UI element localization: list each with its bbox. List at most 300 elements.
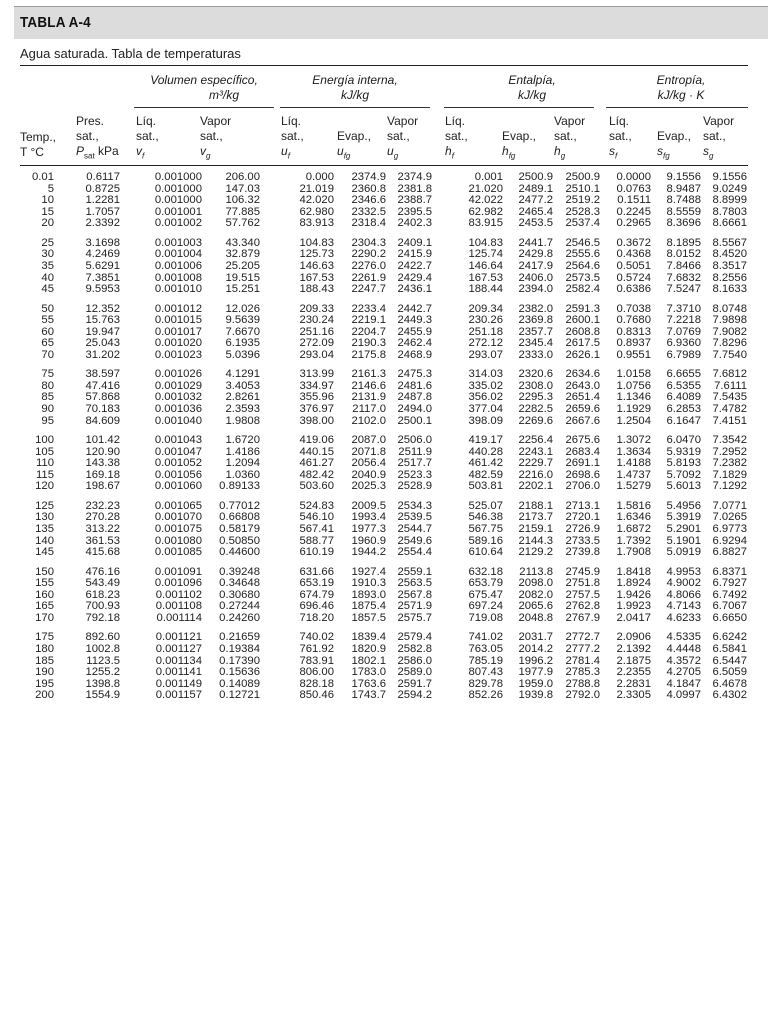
cell-sfg: 6.5355 <box>666 379 701 392</box>
cell-hf: 0.001 <box>474 171 503 183</box>
group-energia-rule <box>280 107 430 108</box>
cell-ufg: 1857.5 <box>351 611 386 624</box>
cell-hf: 741.02 <box>468 631 503 644</box>
cell-ug: 2539.5 <box>397 511 432 524</box>
cell-hfg: 2048.8 <box>518 611 553 624</box>
cell-sg: 8.4520 <box>712 248 747 261</box>
cell-uf: 146.63 <box>299 259 334 272</box>
cell-pres: 1554.9 <box>85 689 120 702</box>
cell-temp: 45 <box>41 283 54 296</box>
cell-ug: 2481.6 <box>397 379 432 392</box>
cell-uf: 588.77 <box>299 534 334 547</box>
cell-sfg: 6.1647 <box>666 414 701 427</box>
cell-sfg: 4.7143 <box>666 600 701 613</box>
cell-ug: 2571.9 <box>397 600 432 613</box>
cell-uf: 567.41 <box>299 523 334 536</box>
cell-sg: 6.7492 <box>712 588 747 601</box>
cell-ufg: 1993.4 <box>351 511 386 524</box>
cell-pres: 9.5953 <box>85 283 120 296</box>
cell-sf: 1.9923 <box>616 600 651 613</box>
cell-ufg: 2009.5 <box>351 499 386 512</box>
cell-pres: 101.42 <box>85 434 120 447</box>
cell-sg: 8.1633 <box>712 283 747 296</box>
group-energia <box>280 73 430 103</box>
cell-hg: 2720.1 <box>565 511 600 524</box>
cell-sg: 7.6812 <box>712 368 747 381</box>
cell-sf: 0.4368 <box>616 248 651 261</box>
cell-pres: 232.23 <box>85 499 120 512</box>
cell-ug: 2579.4 <box>397 631 432 644</box>
group-entropia <box>606 73 748 103</box>
cell-uf: 167.53 <box>299 271 334 284</box>
cell-vf: 0.001056 <box>154 468 202 481</box>
cell-sfg: 4.4448 <box>666 642 701 655</box>
cell-ufg: 2117.0 <box>352 403 386 416</box>
cell-hfg: 2357.7 <box>518 325 553 338</box>
cell-vg: 147.03 <box>225 182 260 195</box>
cell-vg: 0.50850 <box>219 534 260 547</box>
cell-pres: 57.868 <box>85 391 120 404</box>
cell-hg: 2698.6 <box>565 468 600 481</box>
cell-pres: 415.68 <box>85 546 120 559</box>
cell-pres: 4.2469 <box>85 248 120 261</box>
header-pres: Pres. sat., $P_{sat}$ kPa <box>76 114 119 161</box>
cell-temp: 5 <box>47 182 54 195</box>
cell-temp: 95 <box>41 414 54 427</box>
cell-ufg: 1743.7 <box>351 689 386 702</box>
cell-temp: 180 <box>35 642 54 655</box>
cell-pres: 12.352 <box>85 302 120 315</box>
cell-ufg: 2276.0 <box>351 259 386 272</box>
table-row <box>20 547 747 559</box>
data-table <box>20 172 747 702</box>
cell-hfg: 2417.9 <box>518 259 553 272</box>
cell-hfg: 2282.5 <box>518 403 553 416</box>
cell-sfg: 5.8193 <box>666 457 701 470</box>
cell-sfg: 6.2853 <box>666 403 701 416</box>
cell-hg: 2667.6 <box>565 414 600 427</box>
cell-sfg: 4.5335 <box>666 631 701 644</box>
cell-vg: 4.1291 <box>225 368 260 381</box>
cell-vf: 0.001020 <box>154 337 202 350</box>
cell-hfg: 2113.8 <box>519 565 553 578</box>
table-row <box>20 315 747 327</box>
cell-sg: 8.3517 <box>712 259 747 272</box>
cell-ufg: 2175.8 <box>351 348 386 361</box>
cell-sfg: 8.0152 <box>666 248 701 261</box>
cell-vf: 0.001012 <box>154 302 202 315</box>
cell-hfg: 2159.1 <box>518 523 553 536</box>
cell-ug: 2567.8 <box>397 588 432 601</box>
table-row <box>20 613 747 625</box>
cell-ug: 2449.3 <box>397 314 432 327</box>
cell-ug: 2436.1 <box>397 283 432 296</box>
cell-ug: 2468.9 <box>397 348 432 361</box>
cell-vg: 0.77012 <box>219 499 260 512</box>
cell-vf: 0.001029 <box>154 379 202 392</box>
cell-sg: 6.5447 <box>712 654 747 667</box>
cell-sg: 9.1556 <box>712 171 747 183</box>
cell-hfg: 2202.1 <box>518 480 553 493</box>
cell-sg: 7.2952 <box>712 445 747 458</box>
cell-ug: 2402.3 <box>397 217 432 230</box>
cell-temp: 195 <box>35 677 54 690</box>
cell-vg: 77.885 <box>225 205 260 218</box>
cell-pres: 143.38 <box>85 457 120 470</box>
cell-sg: 8.8999 <box>712 194 747 207</box>
cell-sfg: 5.4956 <box>666 499 701 512</box>
cell-hf: 697.24 <box>468 600 503 613</box>
cell-uf: 83.913 <box>299 217 334 230</box>
cell-hf: 503.81 <box>468 480 503 493</box>
cell-sf: 0.8937 <box>616 337 651 350</box>
cell-hf: 293.07 <box>468 348 503 361</box>
cell-vg: 0.30680 <box>219 588 260 601</box>
cell-hf: 440.28 <box>468 445 503 458</box>
cell-vg: 0.12721 <box>219 689 260 702</box>
cell-sfg: 5.6013 <box>666 480 701 493</box>
cell-uf: 293.04 <box>299 348 334 361</box>
cell-vf: 0.001015 <box>154 314 202 327</box>
cell-sg: 7.9082 <box>712 325 747 338</box>
cell-hg: 2659.6 <box>565 403 600 416</box>
cell-sf: 2.1875 <box>616 654 651 667</box>
cell-hg: 2510.1 <box>565 182 600 195</box>
title-bar <box>14 6 768 39</box>
cell-pres: 1398.8 <box>85 677 120 690</box>
group-energia-title: Energía interna, <box>312 73 398 87</box>
cell-sg: 6.6242 <box>712 631 747 644</box>
cell-hg: 2691.1 <box>565 457 600 470</box>
cell-sf: 0.0763 <box>616 182 651 195</box>
cell-sf: 1.7908 <box>616 546 651 559</box>
cell-ug: 2554.4 <box>397 546 432 559</box>
cell-ug: 2586.0 <box>397 654 432 667</box>
cell-vg: 0.15636 <box>219 666 260 679</box>
cell-vg: 25.205 <box>225 259 260 272</box>
cell-hg: 2519.2 <box>565 194 600 207</box>
cell-ufg: 2360.8 <box>351 182 386 195</box>
cell-ufg: 2161.3 <box>351 368 386 381</box>
cell-temp: 160 <box>35 588 54 601</box>
cell-temp: 65 <box>41 337 54 350</box>
cell-vg: 0.39248 <box>219 565 260 578</box>
cell-ug: 2475.3 <box>397 368 432 381</box>
cell-sf: 1.4737 <box>616 468 651 481</box>
cell-sfg: 4.9953 <box>666 565 701 578</box>
cell-sf: 1.7392 <box>616 534 651 547</box>
cell-hf: 461.42 <box>468 457 503 470</box>
cell-ufg: 2071.8 <box>351 445 386 458</box>
cell-pres: 25.043 <box>85 337 120 350</box>
cell-vg: 206.00 <box>225 171 260 183</box>
cell-sg: 7.3542 <box>712 434 747 447</box>
cell-hf: 525.07 <box>468 499 503 512</box>
cell-vg: 0.17390 <box>219 654 260 667</box>
cell-hfg: 2295.3 <box>518 391 553 404</box>
cell-pres: 2.3392 <box>85 217 120 230</box>
cell-sfg: 7.5247 <box>666 283 701 296</box>
header-sg: Vapor sat., $s_g$ <box>703 114 735 161</box>
cell-sf: 1.1346 <box>616 391 651 404</box>
cell-vf: 0.001065 <box>154 499 202 512</box>
cell-uf: 482.42 <box>299 468 334 481</box>
cell-temp: 145 <box>35 546 54 559</box>
cell-sfg: 6.6655 <box>666 368 701 381</box>
cell-ug: 2455.9 <box>397 325 432 338</box>
cell-hf: 610.64 <box>468 546 503 559</box>
cell-hf: 62.982 <box>468 205 503 218</box>
cell-uf: 188.43 <box>299 283 334 296</box>
cell-temp: 55 <box>41 314 54 327</box>
cell-sfg: 5.1901 <box>666 534 701 547</box>
cell-uf: 740.02 <box>299 631 334 644</box>
cell-hf: 763.05 <box>468 642 503 655</box>
cell-vg: 0.34648 <box>219 577 260 590</box>
cell-hf: 209.34 <box>468 302 503 315</box>
cell-hf: 719.08 <box>468 611 503 624</box>
cell-temp: 200 <box>35 689 54 702</box>
cell-uf: 398.00 <box>299 414 334 427</box>
cell-hf: 42.022 <box>468 194 503 207</box>
cell-vf: 0.001108 <box>155 600 202 613</box>
group-entropia-rule <box>606 107 748 108</box>
cell-temp: 100 <box>35 434 54 447</box>
cell-sg: 7.0771 <box>712 499 747 512</box>
cell-ufg: 1763.6 <box>351 677 386 690</box>
cell-vg: 5.0396 <box>225 348 260 361</box>
cell-temp: 175 <box>35 631 54 644</box>
table-row <box>20 416 747 428</box>
cell-temp: 105 <box>35 445 54 458</box>
cell-ufg: 1893.0 <box>351 588 386 601</box>
cell-hf: 251.18 <box>468 325 503 338</box>
cell-uf: 828.18 <box>299 677 334 690</box>
cell-temp: 90 <box>41 403 54 416</box>
cell-hf: 377.04 <box>468 403 503 416</box>
table-row <box>20 690 747 702</box>
cell-sf: 1.0158 <box>616 368 651 381</box>
cell-hfg: 2500.9 <box>518 171 553 183</box>
cell-ug: 2442.7 <box>397 302 432 315</box>
cell-vf: 0.001134 <box>155 654 202 667</box>
cell-uf: 440.15 <box>299 445 334 458</box>
cell-sg: 6.9773 <box>712 523 747 536</box>
cell-hg: 2626.1 <box>565 348 600 361</box>
cell-temp: 15 <box>41 205 54 218</box>
cell-sfg: 6.9360 <box>666 337 701 350</box>
group-volumen-title: Volumen específico, <box>150 73 258 87</box>
cell-ug: 2374.9 <box>397 171 432 183</box>
cell-sg: 7.2382 <box>712 457 747 470</box>
cell-ug: 2388.7 <box>397 194 432 207</box>
cell-ug: 2534.3 <box>397 499 432 512</box>
group-entalpia-unit: kJ/kg <box>517 88 546 102</box>
cell-hf: 589.16 <box>468 534 503 547</box>
cell-hg: 2500.9 <box>565 171 600 183</box>
cell-sfg: 4.0997 <box>666 689 701 702</box>
group-volumen-unit: m³/kg <box>209 88 239 102</box>
cell-hg: 2546.5 <box>565 236 600 249</box>
cell-hf: 104.83 <box>468 236 503 249</box>
cell-hg: 2582.4 <box>565 283 600 296</box>
cell-sfg: 6.4089 <box>666 391 701 404</box>
cell-hg: 2634.6 <box>565 368 600 381</box>
cell-ufg: 2190.3 <box>351 337 386 350</box>
cell-ug: 2511.9 <box>398 445 432 458</box>
cell-sg: 7.5435 <box>712 391 747 404</box>
table-row <box>20 667 747 679</box>
cell-sg: 8.5567 <box>712 236 747 249</box>
cell-sg: 6.7927 <box>712 577 747 590</box>
cell-vf: 0.001080 <box>154 534 202 547</box>
cell-uf: 850.46 <box>299 689 334 702</box>
cell-hfg: 2256.4 <box>518 434 553 447</box>
cell-vg: 0.27244 <box>219 600 260 613</box>
cell-sf: 1.8418 <box>616 565 651 578</box>
cell-pres: 1.2281 <box>85 194 120 207</box>
cell-hg: 2555.6 <box>565 248 600 261</box>
cell-sfg: 8.5559 <box>666 205 701 218</box>
header-hf: Líq. sat., $h_f$ <box>445 114 468 161</box>
table-row <box>20 644 747 656</box>
cell-hfg: 1977.9 <box>518 666 553 679</box>
cell-sg: 6.9294 <box>712 534 747 547</box>
cell-ufg: 2374.9 <box>351 171 386 183</box>
cell-uf: 783.91 <box>299 654 334 667</box>
cell-sg: 6.6650 <box>712 611 747 624</box>
cell-uf: 334.97 <box>299 379 334 392</box>
cell-vg: 0.24260 <box>219 611 260 624</box>
cell-vf: 0.001006 <box>154 259 202 272</box>
cell-sfg: 5.0919 <box>666 546 701 559</box>
cell-ug: 2395.5 <box>397 205 432 218</box>
cell-vf: 0.001000 <box>154 194 202 207</box>
cell-vf: 0.001032 <box>154 391 202 404</box>
cell-vf: 0.001043 <box>154 434 202 447</box>
top-rule <box>20 65 748 66</box>
cell-uf: 524.83 <box>299 499 334 512</box>
cell-sfg: 4.2705 <box>666 666 701 679</box>
cell-sfg: 8.3696 <box>666 217 701 230</box>
cell-ufg: 2131.9 <box>351 391 386 404</box>
cell-hfg: 2173.7 <box>518 511 553 524</box>
cell-sf: 1.5816 <box>616 499 651 512</box>
data-body <box>20 172 747 702</box>
cell-vf: 0.001075 <box>154 523 202 536</box>
cell-hf: 188.44 <box>468 283 503 296</box>
cell-vf: 0.001036 <box>154 403 202 416</box>
cell-sg: 7.4782 <box>712 403 747 416</box>
cell-hf: 83.915 <box>468 217 503 230</box>
cell-hfg: 1996.2 <box>518 654 553 667</box>
cell-sf: 1.9426 <box>616 588 651 601</box>
header-sf: Líq. sat., $s_f$ <box>609 114 632 161</box>
cell-hf: 632.18 <box>468 565 503 578</box>
cell-ufg: 2290.2 <box>351 248 386 261</box>
cell-ufg: 1802.1 <box>351 654 386 667</box>
cell-temp: 35 <box>41 259 54 272</box>
cell-hfg: 2406.0 <box>518 271 553 284</box>
cell-hfg: 2441.7 <box>518 236 553 249</box>
cell-pres: 0.6117 <box>86 171 120 183</box>
cell-temp: 10 <box>41 194 54 207</box>
cell-sf: 1.0756 <box>616 379 651 392</box>
cell-sf: 0.0000 <box>616 171 651 183</box>
cell-hfg: 2453.5 <box>518 217 553 230</box>
cell-hg: 2781.4 <box>565 654 600 667</box>
cell-hf: 125.74 <box>468 248 503 261</box>
cell-hg: 2528.3 <box>565 205 600 218</box>
cell-sfg: 4.6233 <box>666 611 701 624</box>
cell-ufg: 2087.0 <box>351 434 386 447</box>
cell-vg: 0.66808 <box>219 511 260 524</box>
cell-sf: 0.9551 <box>616 348 651 361</box>
cell-hf: 482.59 <box>468 468 503 481</box>
cell-sg: 7.1829 <box>712 468 747 481</box>
table-row <box>20 284 747 296</box>
cell-temp: 185 <box>35 654 54 667</box>
cell-sfg: 9.1556 <box>666 171 701 183</box>
cell-ufg: 1820.9 <box>351 642 386 655</box>
cell-ufg: 2247.7 <box>351 283 386 296</box>
group-entropia-unit: kJ/kg · K <box>657 88 705 102</box>
cell-sg: 8.7803 <box>712 205 747 218</box>
cell-pres: 476.16 <box>85 565 120 578</box>
cell-vg: 2.3593 <box>225 403 260 416</box>
cell-pres: 15.763 <box>85 314 120 327</box>
cell-hfg: 2098.0 <box>518 577 553 590</box>
cell-sg: 7.1292 <box>712 480 747 493</box>
cell-vf: 0.001091 <box>154 565 202 578</box>
cell-hg: 2643.0 <box>565 379 600 392</box>
cell-hfg: 2465.4 <box>518 205 553 218</box>
cell-hf: 398.09 <box>468 414 503 427</box>
cell-pres: 1255.2 <box>85 666 120 679</box>
cell-vf: 0.001010 <box>154 283 202 296</box>
cell-hf: 852.26 <box>468 689 503 702</box>
cell-hf: 785.19 <box>468 654 503 667</box>
header-hg: Vapor sat., $h_g$ <box>554 114 586 161</box>
cell-hfg: 2320.6 <box>518 368 553 381</box>
cell-vg: 3.4053 <box>225 379 260 392</box>
cell-ufg: 2146.6 <box>351 379 386 392</box>
cell-temp: 25 <box>41 236 54 249</box>
cell-temp: 130 <box>35 511 54 524</box>
cell-sg: 6.4678 <box>712 677 747 690</box>
cell-uf: 718.20 <box>299 611 334 624</box>
cell-vg: 1.4186 <box>225 445 260 458</box>
cell-sg: 7.8296 <box>712 337 747 350</box>
cell-ufg: 2025.3 <box>351 480 386 493</box>
cell-hf: 419.17 <box>468 434 503 447</box>
cell-hg: 2751.8 <box>565 577 600 590</box>
cell-sf: 1.1929 <box>616 403 651 416</box>
cell-sf: 0.2245 <box>616 205 651 218</box>
cell-uf: 272.09 <box>299 337 334 350</box>
cell-uf: 0.000 <box>305 171 334 183</box>
cell-sg: 7.0265 <box>712 511 747 524</box>
cell-vg: 15.251 <box>225 283 260 296</box>
cell-temp: 50 <box>41 302 54 315</box>
cell-sf: 0.3672 <box>616 236 651 249</box>
cell-sfg: 5.3919 <box>666 511 701 524</box>
cell-hfg: 2243.1 <box>518 445 553 458</box>
cell-pres: 31.202 <box>85 348 120 361</box>
cell-sg: 6.4302 <box>712 689 747 702</box>
cell-temp: 60 <box>41 325 54 338</box>
cell-sf: 2.1392 <box>616 642 651 655</box>
